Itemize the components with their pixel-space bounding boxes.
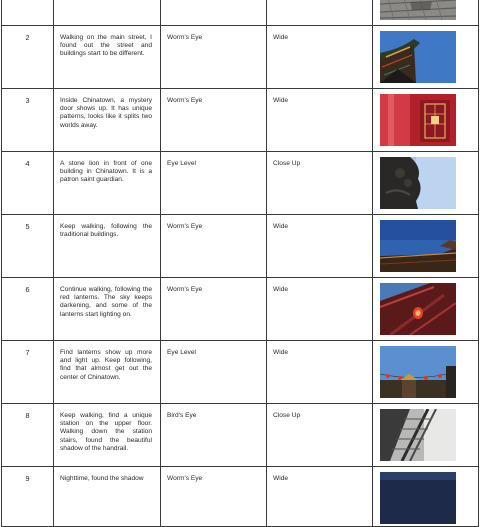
red-lantern-photo [380,283,456,335]
shot-description: A stone lion in front of one building in Chinatown. It is a patron saint guardian. [54,152,161,215]
shot-size: Wide [267,89,373,152]
shot-size: Wide [267,278,373,341]
shot-number: 6 [2,278,54,341]
rooftop-sky-photo [380,220,456,272]
thumbnail-cell [373,89,479,152]
red-door-photo [380,94,456,146]
shot-number: 7 [2,341,54,404]
shot-description [54,0,161,26]
table-row [2,467,479,527]
shot-description: Continue walking, following the red lanterns. The sky keeps darkening, and some of the lanterns start lighting on. [54,278,161,341]
table-row [2,26,479,89]
camera-angle: Worm's Eye [161,89,267,152]
camera-angle: Eye Level [161,152,267,215]
camera-angle: Worm's Eye [161,215,267,278]
camera-angle: Worm's Eye [161,26,267,89]
shot-description: Keep walking, following the traditional buildings. [54,215,161,278]
lantern-street-photo [380,346,456,398]
camera-angle: Eye Level [161,341,267,404]
shot-size: Close Up [267,404,373,467]
shot-description-text [60,0,152,25]
gate-roof-photo [380,31,456,83]
thumbnail-cell [373,0,479,26]
shot-size: Close Up [267,152,373,215]
thumbnail-cell [373,26,479,89]
handrail-shadow-photo [380,409,456,461]
table-row [2,0,479,26]
shot-number: 3 [2,89,54,152]
shot-description: Inside Chinatown, a mystery door shows up. It has unique patterns, looks like it splits two worlds away. [54,89,161,152]
shot-number: 2 [2,26,54,89]
shot-number: 9 [2,467,54,527]
shot-number: 4 [2,152,54,215]
table-row [2,89,479,152]
thumbnail-cell [373,152,479,215]
shot-size: Wide [267,26,373,89]
shot-number [2,0,54,26]
thumbnail-cell [373,278,479,341]
camera-angle: Worm's Eye [161,467,267,527]
cobblestone-photo [380,0,456,20]
thumbnail-cell [373,215,479,278]
shot-size: Wide [267,215,373,278]
shot-size: Wide [267,341,373,404]
table-row [2,152,479,215]
shot-number: 5 [2,215,54,278]
shot-number: 8 [2,404,54,467]
shot-size [267,0,373,26]
table-row [2,341,479,404]
camera-angle: Bird's Eye [161,404,267,467]
table-row [2,278,479,341]
thumbnail-cell [373,467,479,527]
camera-angle: Worm's Eye [161,278,267,341]
stone-lion-photo [380,157,456,209]
thumbnail-cell [373,341,479,404]
table-row [2,215,479,278]
camera-angle [161,0,267,26]
table-row [2,404,479,467]
shot-size: Wide [267,467,373,527]
shot-description: Keep walking, find a unique station on the upper floor. Walking down the station stairs, found the beautiful shadow of the handrail. [54,404,161,467]
shot-description: Nighttime, found the shadow [54,467,161,527]
shot-description: Walking on the main street, I found out the street and buildings start to be different. [54,26,161,89]
thumbnail-cell [373,404,479,467]
storyboard-table [1,0,479,527]
shot-description: Find lanterns show up more and light up. Keep following, find that almost get out the center of Chinatown. [54,341,161,404]
